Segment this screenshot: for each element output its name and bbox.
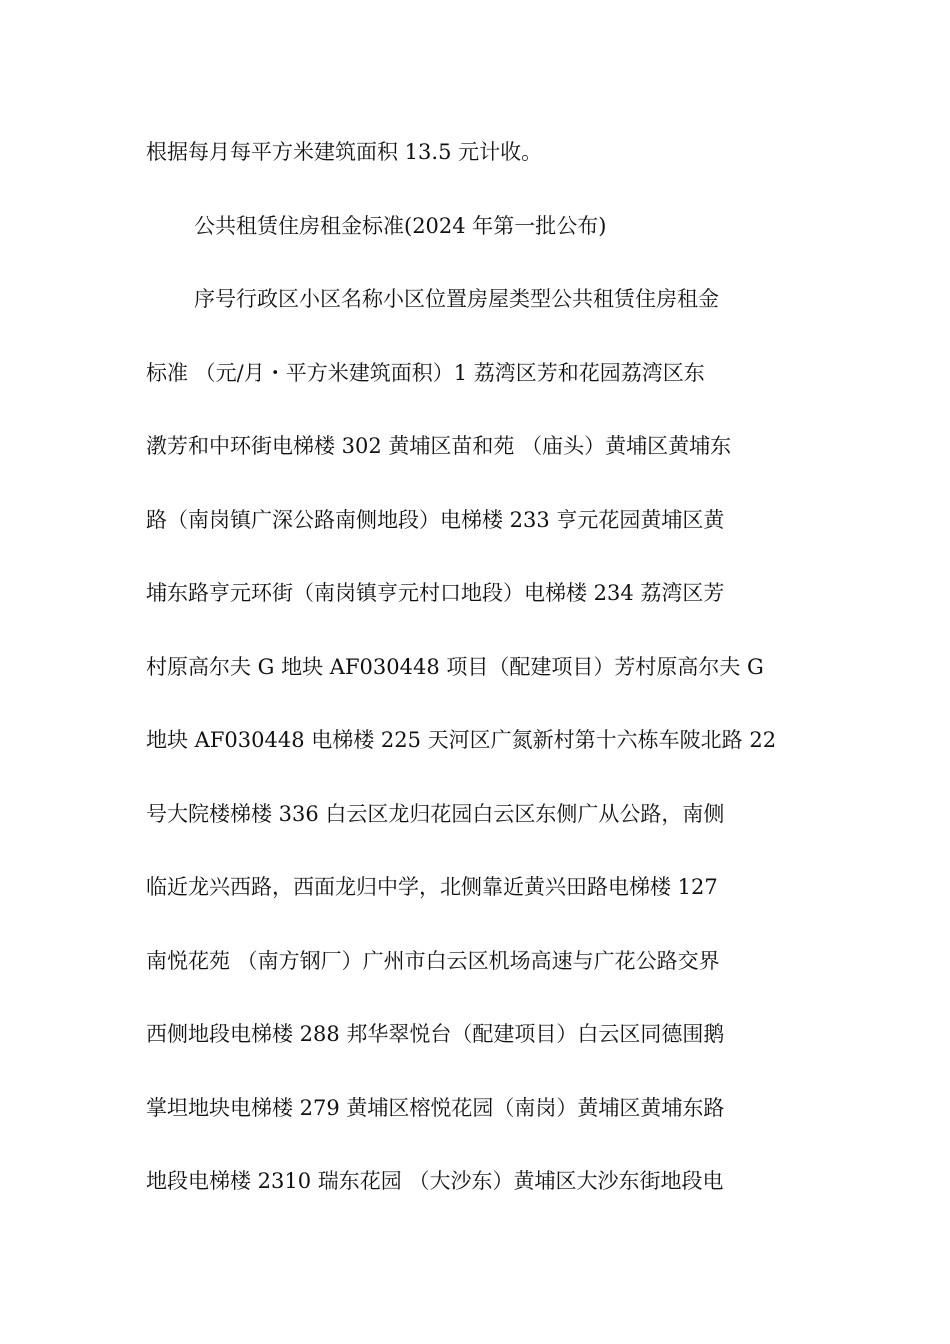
text-line: 西侧地段电梯楼 288 邦华翠悦台（配建项目）白云区同德围鹅	[146, 1022, 725, 1046]
text-line: 根据每月每平方米建筑面积 13.5 元计收。	[146, 140, 543, 164]
text-line: 漖芳和中环街电梯楼 302 黄埔区苗和苑 （庙头）黄埔区黄埔东	[146, 434, 732, 458]
text-line: 埔东路亨元环街（南岗镇亨元村口地段）电梯楼 234 荔湾区芳	[146, 581, 725, 605]
text-line: 号大院楼梯楼 336 白云区龙归花园白云区东侧广从公路，南侧	[146, 801, 725, 826]
text-line: 村原高尔夫 G 地块 AF030448 项目（配建项目）芳村原高尔夫 G	[146, 654, 764, 679]
text-line: 序号行政区小区名称小区位置房屋类型公共租赁住房租金	[194, 287, 719, 311]
text-line: 地段电梯楼 2310 瑞东花园 （大沙东）黄埔区大沙东街地段电	[146, 1169, 724, 1193]
body-text	[146, 128, 814, 1231]
text-line: 标准 （元/月・平方米建筑面积）1 荔湾区芳和花园荔湾区东	[146, 360, 705, 385]
text-line: 南悦花苑 （南方钢厂）广州市白云区机场高速与广花公路交界	[146, 948, 720, 973]
text-line: 路（南岗镇广深公路南侧地段）电梯楼 233 亨元花园黄埔区黄	[146, 507, 725, 532]
text-line: 临近龙兴西路，西面龙归中学，北侧靠近黄兴田路电梯楼 127	[146, 875, 718, 899]
text-line: 地块 AF030448 电梯楼 225 天河区广氮新村第十六栋车陂北路 22	[146, 728, 777, 752]
table-caption: 公共租赁住房租金标准(2024 年第一批公布)	[194, 213, 607, 238]
text-line: 掌坦地块电梯楼 279 黄埔区榕悦花园（南岗）黄埔区黄埔东路	[146, 1095, 725, 1120]
